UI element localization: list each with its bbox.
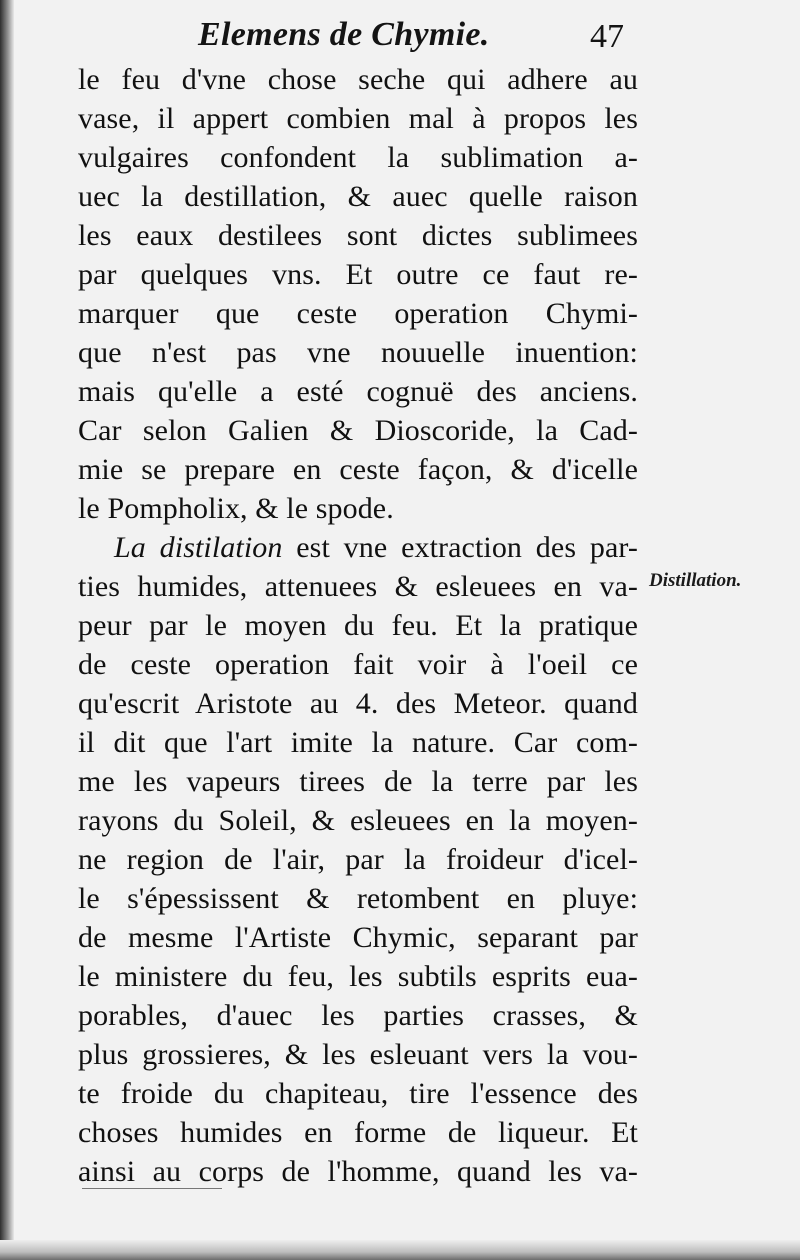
text-line: vase, il appert combien mal à propos les xyxy=(78,102,638,135)
text-line: plus grossieres, & les esleuant vers la vou- xyxy=(78,1038,638,1071)
text-line: rayons du Soleil, & esleuees en la moyen- xyxy=(78,804,638,837)
page-bottom-edge xyxy=(0,1240,800,1260)
paragraph-opening-line xyxy=(78,528,638,567)
text-line: de ceste operation fait voir à l'oeil ce xyxy=(78,648,638,681)
text-line: Car selon Galien & Dioscoride, la Cad- xyxy=(78,414,638,447)
text-line: choses humides en forme de liqueur. Et xyxy=(78,1116,638,1149)
text-line: porables, d'auec les parties crasses, & xyxy=(78,999,638,1032)
text-line: mais qu'elle a esté cognuë des anciens. xyxy=(78,375,638,408)
text-line: mie se prepare en ceste façon, & d'icelle xyxy=(78,453,638,486)
text-line: que n'est pas vne nouuelle inuention: xyxy=(78,336,638,369)
text-line: il dit que l'art imite la nature. Car com- xyxy=(78,726,638,759)
text-line: me les vapeurs tirees de la terre par les xyxy=(78,765,638,798)
margin-note: Distillation. xyxy=(649,570,742,591)
text-line: de mesme l'Artiste Chymic, separant par xyxy=(78,921,638,954)
text-line: ne region de l'air, par la froideur d'icel- xyxy=(78,843,638,876)
text-line: peur par le moyen du feu. Et la pratique xyxy=(78,609,638,642)
page-number: 47 xyxy=(590,18,624,55)
catchline-rule xyxy=(82,1188,222,1189)
running-title: Elemens de Chymie. xyxy=(198,16,490,53)
text-line: le s'épessissent & retombent en pluye: xyxy=(78,882,638,915)
text-line: vulgaires confondent la sublimation a- xyxy=(78,141,638,174)
paragraph-opening-rest: est vne extraction des par- xyxy=(282,531,638,564)
text-line: par quelques vns. Et outre ce faut re- xyxy=(78,258,638,291)
text-line: ainsi au corps de l'homme, quand les va- xyxy=(78,1155,638,1188)
body-text xyxy=(78,60,638,1191)
text-line: les eaux destilees sont dictes sublimees xyxy=(78,219,638,252)
paragraph-lead-term: La distilation xyxy=(114,531,283,564)
text-line: le feu d'vne chose seche qui adhere au xyxy=(78,63,638,96)
text-line: le Pompholix, & le spode. xyxy=(78,492,394,525)
page-header xyxy=(0,4,800,66)
text-line: te froide du chapiteau, tire l'essence des xyxy=(78,1077,638,1110)
page-binding-shadow xyxy=(0,0,14,1260)
text-line: marquer que ceste operation Chymi- xyxy=(78,297,638,330)
text-line: le ministere du feu, les subtils esprits eua- xyxy=(78,960,638,993)
text-line: uec la destillation, & auec quelle raison xyxy=(78,180,638,213)
text-line: qu'escrit Aristote au 4. des Meteor. quand xyxy=(78,687,638,720)
text-line: ties humides, attenuees & esleuees en va- xyxy=(78,570,638,603)
